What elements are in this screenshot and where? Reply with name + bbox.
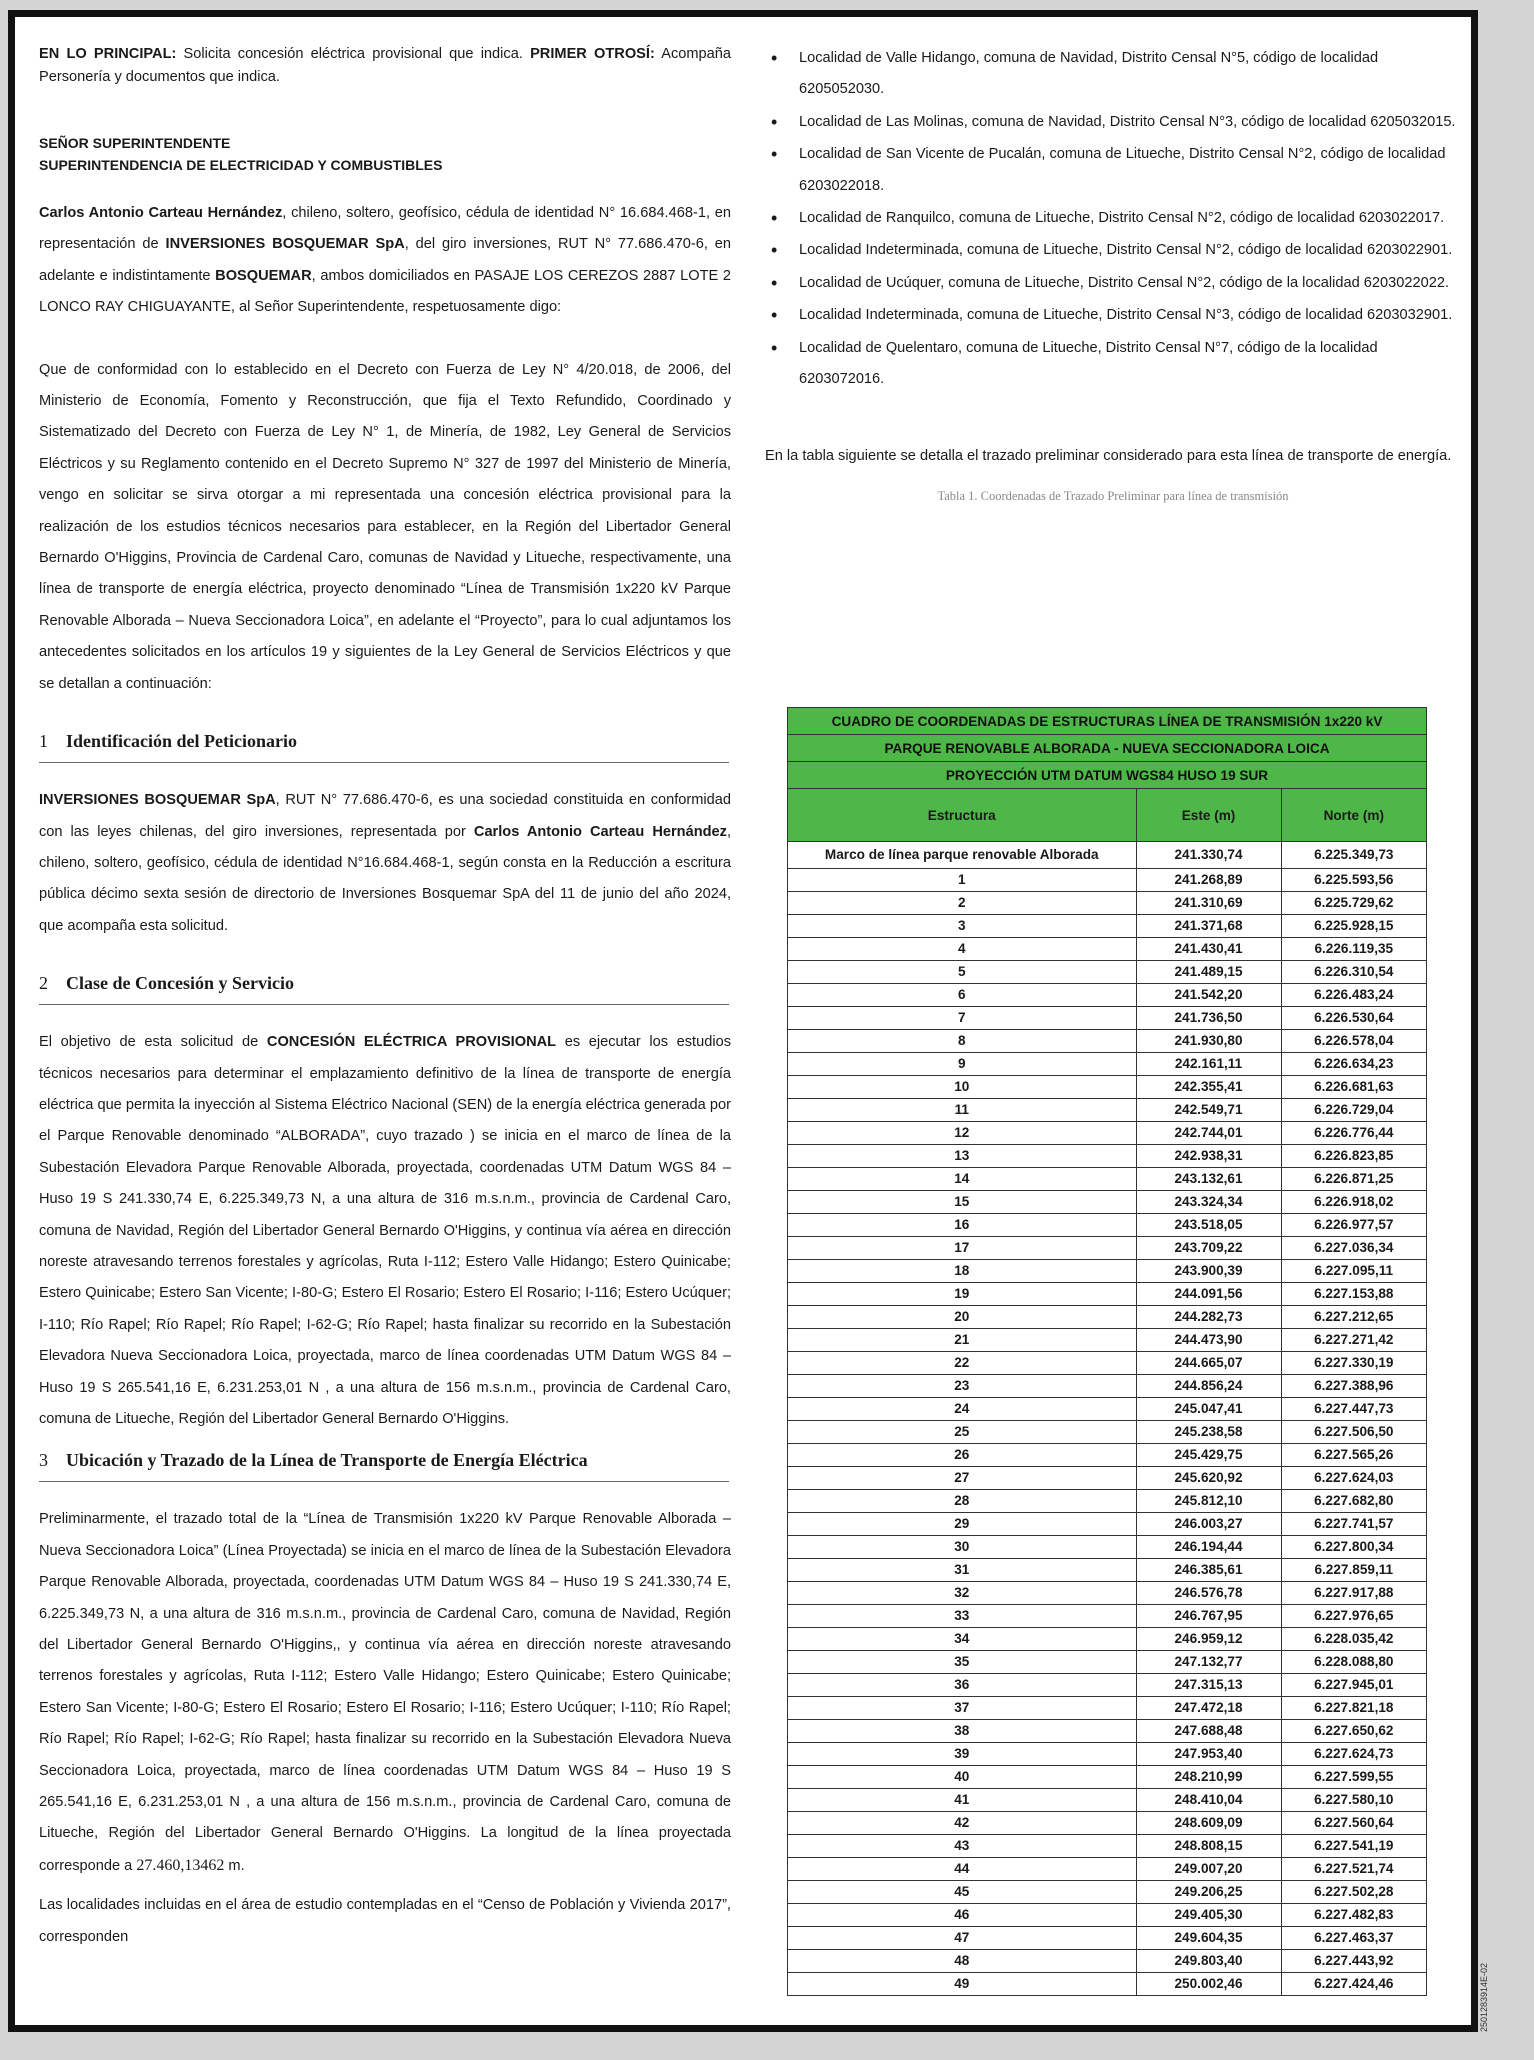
table-row <box>788 869 1427 892</box>
petitioner-name: Carlos Antonio Carteau Hernández <box>473 823 727 840</box>
cell-estructura: 41 <box>788 1789 1137 1812</box>
cell-este: 244.665,07 <box>1136 1352 1281 1375</box>
cell-norte: 6.228.035,42 <box>1281 1628 1426 1651</box>
addressee <box>39 132 731 176</box>
cell-estructura: 25 <box>788 1421 1137 1444</box>
intro-paragraph <box>39 198 731 324</box>
sec2-text1: El objetivo de esta solicitud de <box>39 1034 267 1051</box>
line-length-value: 27.460,13462 <box>136 1856 225 1874</box>
table-row <box>788 1122 1427 1145</box>
cell-este: 249.604,35 <box>1136 1927 1281 1950</box>
cell-estructura: 12 <box>788 1122 1137 1145</box>
localities-list <box>765 43 1461 395</box>
cell-estructura: 8 <box>788 1030 1137 1053</box>
cell-este: 245.429,75 <box>1136 1444 1281 1467</box>
cell-norte: 6.226.977,57 <box>1281 1214 1426 1237</box>
cell-norte: 6.227.976,65 <box>1281 1605 1426 1628</box>
section-number: 3 <box>39 1450 48 1471</box>
cell-norte: 6.226.119,35 <box>1281 938 1426 961</box>
table-row <box>788 1536 1427 1559</box>
cell-norte: 6.227.447,73 <box>1281 1398 1426 1421</box>
cell-estructura: 27 <box>788 1467 1137 1490</box>
table-row <box>788 842 1427 869</box>
cell-estructura: 23 <box>788 1375 1137 1398</box>
table-row <box>788 1881 1427 1904</box>
cell-este: 246.194,44 <box>1136 1536 1281 1559</box>
cell-norte: 6.225.593,56 <box>1281 869 1426 892</box>
cell-norte: 6.226.578,04 <box>1281 1030 1426 1053</box>
cell-norte: 6.227.502,28 <box>1281 1881 1426 1904</box>
table-row <box>788 1007 1427 1030</box>
table-row <box>788 1214 1427 1237</box>
table-row <box>788 1812 1427 1835</box>
right-column <box>765 43 1461 512</box>
section-title: Clase de Concesión y Servicio <box>66 973 294 994</box>
cell-norte: 6.227.388,96 <box>1281 1375 1426 1398</box>
table-row <box>788 1421 1427 1444</box>
cell-este: 245.620,92 <box>1136 1467 1281 1490</box>
cell-norte: 6.226.918,02 <box>1281 1191 1426 1214</box>
cell-estructura: 46 <box>788 1904 1137 1927</box>
table-row <box>788 984 1427 1007</box>
table-row <box>788 1444 1427 1467</box>
cell-norte: 6.227.560,64 <box>1281 1812 1426 1835</box>
cell-este: 249.803,40 <box>1136 1950 1281 1973</box>
cell-este: 241.430,41 <box>1136 938 1281 961</box>
cell-norte: 6.226.530,64 <box>1281 1007 1426 1030</box>
cell-norte: 6.226.310,54 <box>1281 961 1426 984</box>
table-row <box>788 1237 1427 1260</box>
cell-norte: 6.226.729,04 <box>1281 1099 1426 1122</box>
table-row <box>788 1950 1427 1973</box>
table-row <box>788 1352 1427 1375</box>
cell-norte: 6.227.821,18 <box>1281 1697 1426 1720</box>
section-1-paragraph <box>39 785 731 942</box>
table-row <box>788 1099 1427 1122</box>
table-row <box>788 1513 1427 1536</box>
cell-norte: 6.225.729,62 <box>1281 892 1426 915</box>
sec1-text2: , chileno, soltero, geofísico, cédula de identidad N°16.684.468-1, según consta en la Reducción a escritura pública décimo sexta sesión de directorio de Inversiones Bosquemar SpA del 11 de junio del año 2024, que acompaña esta solicitud. <box>39 823 731 934</box>
section-number: 2 <box>39 973 48 994</box>
cell-este: 243.900,39 <box>1136 1260 1281 1283</box>
cell-este: 241.330,74 <box>1136 842 1281 869</box>
cell-este: 246.385,61 <box>1136 1559 1281 1582</box>
section-title: Ubicación y Trazado de la Línea de Transporte de Energía Eléctrica <box>66 1450 588 1471</box>
table-row <box>788 1582 1427 1605</box>
cell-estructura: 11 <box>788 1099 1137 1122</box>
cell-estructura: 24 <box>788 1398 1137 1421</box>
table-row <box>788 1858 1427 1881</box>
locality-item: • Localidad Indeterminada, comuna de Litueche, Distrito Censal N°3, código de localidad 6203032901. <box>765 300 1461 331</box>
table-row <box>788 1697 1427 1720</box>
cell-norte: 6.227.521,74 <box>1281 1858 1426 1881</box>
table-row <box>788 1398 1427 1421</box>
cell-este: 242.744,01 <box>1136 1122 1281 1145</box>
cell-este: 241.268,89 <box>1136 869 1281 892</box>
cell-norte: 6.227.741,57 <box>1281 1513 1426 1536</box>
cell-norte: 6.227.463,37 <box>1281 1927 1426 1950</box>
cell-estructura: 48 <box>788 1950 1137 1973</box>
table-intro: En la tabla siguiente se detalla el trazado preliminar considerado para esta línea de transporte de energía. <box>765 448 1452 465</box>
table-row <box>788 1973 1427 1996</box>
cell-estructura: 14 <box>788 1168 1137 1191</box>
side-code: 2501283914E-02 <box>1479 1962 1489 2032</box>
table-title-1: CUADRO DE COORDENADAS DE ESTRUCTURAS LÍNEA DE TRANSMISIÓN 1x220 kV <box>788 708 1427 735</box>
table-row <box>788 1789 1427 1812</box>
cell-este: 245.238,58 <box>1136 1421 1281 1444</box>
section-3-paragraph <box>39 1504 731 1882</box>
cell-este: 244.473,90 <box>1136 1329 1281 1352</box>
sec2-text2: es ejecutar los estudios técnicos necesarios para determinar el emplazamiento definitivo de la línea de transporte de energía eléctrica que permita la inyección al Sistema Eléctrico Nacional (SEN) de la energía eléctrica generada por el Parque Renovable denominado “ALBORADA”, cuyo trazado ) se inicia en el marco de línea de la Subestación Elevadora Parque Renovable Alborada, proyectada, coordenadas UTM Datum WGS 84 – Huso 19 S 241.330,74 E, 6.225.349,73 N, a una altura de 316 m.s.n.m., provincia de Cardenal Caro, comuna de Navidad, Región del Libertador General Bernardo O'Higgins, y continua vía aérea en dirección noreste atravesando terrenos forestales y agrícolas, Ruta I-112; Estero Valle Hidango; Estero Quinicabe; Estero Quinicabe; Estero San Vicente; I-80-G; Estero El Rosario; Estero El Rosario; I-116; Estero Ucúquer; I-110; Río Rapel; Río Rapel; Río Rapel; I-62-G; Río Rapel; hasta finalizar su recorrido en la Subestación Elevadora Nueva Seccionadora Loica, proyectada, marco de línea coordenadas UTM Datum WGS 84 – Huso 19 S 265.541,16 E, 6.231.253,01 N , a una altura de 156 m.s.n.m., provincia de Cardenal Caro, comuna de Litueche, Región del Libertador General Bernardo O'Higgins. <box>39 1034 731 1427</box>
table-caption: Tabla 1. Coordenadas de Trazado Preliminar para línea de transmisión <box>937 488 1289 503</box>
cell-estructura: 17 <box>788 1237 1137 1260</box>
localities-intro: Las localidades incluidas en el área de estudio contempladas en el “Censo de Población y Vivienda 2017”, corresponden <box>39 1897 731 1945</box>
cell-estructura: 45 <box>788 1881 1137 1904</box>
cell-estructura: 42 <box>788 1812 1137 1835</box>
cell-este: 241.542,20 <box>1136 984 1281 1007</box>
cell-estructura: 7 <box>788 1007 1137 1030</box>
cell-estructura: 37 <box>788 1697 1137 1720</box>
cell-estructura: Marco de línea parque renovable Alborada <box>788 842 1137 869</box>
company-name: INVERSIONES BOSQUEMAR SpA <box>39 792 276 809</box>
cell-estructura: 44 <box>788 1858 1137 1881</box>
cell-este: 244.091,56 <box>1136 1283 1281 1306</box>
cell-norte: 6.227.945,01 <box>1281 1674 1426 1697</box>
cell-este: 243.518,05 <box>1136 1214 1281 1237</box>
cell-estructura: 47 <box>788 1927 1137 1950</box>
cell-norte: 6.227.800,34 <box>1281 1536 1426 1559</box>
principal-label: EN LO PRINCIPAL: <box>39 46 177 62</box>
cell-estructura: 29 <box>788 1513 1137 1536</box>
cell-norte: 6.226.483,24 <box>1281 984 1426 1007</box>
table-row <box>788 1260 1427 1283</box>
principal-text: Solicita concesión eléctrica provisional que indica. <box>176 46 531 62</box>
addressee-line2: SUPERINTENDENCIA DE ELECTRICIDAD Y COMBUSTIBLES <box>39 157 443 173</box>
cell-estructura: 26 <box>788 1444 1137 1467</box>
cell-estructura: 4 <box>788 938 1137 961</box>
cell-estructura: 32 <box>788 1582 1137 1605</box>
cell-norte: 6.228.088,80 <box>1281 1651 1426 1674</box>
table-row <box>788 1053 1427 1076</box>
cell-este: 247.953,40 <box>1136 1743 1281 1766</box>
cell-estructura: 6 <box>788 984 1137 1007</box>
cell-este: 241.371,68 <box>1136 915 1281 938</box>
cell-este: 246.767,95 <box>1136 1605 1281 1628</box>
sec1-text1: , RUT N° 77.686.470-6, es una sociedad constituida en conformidad con las leyes chilenas, del giro inversiones, representada por <box>39 792 731 840</box>
cell-norte: 6.226.634,23 <box>1281 1053 1426 1076</box>
cell-norte: 6.227.506,50 <box>1281 1421 1426 1444</box>
table-row <box>788 1145 1427 1168</box>
cell-norte: 6.226.776,44 <box>1281 1122 1426 1145</box>
cell-estructura: 22 <box>788 1352 1137 1375</box>
section-title: Identificación del Peticionario <box>66 731 297 752</box>
cell-este: 247.132,77 <box>1136 1651 1281 1674</box>
cell-estructura: 19 <box>788 1283 1137 1306</box>
company-short: BOSQUEMAR <box>215 267 312 284</box>
cell-norte: 6.227.650,62 <box>1281 1720 1426 1743</box>
table-row <box>788 1030 1427 1053</box>
length-text: La longitud de la línea proyectada corresponde a <box>39 1825 731 1874</box>
cell-norte: 6.227.682,80 <box>1281 1490 1426 1513</box>
intro-text2: , del giro inversiones, RUT N° 77.686.470-6, en adelante e indistintamente <box>39 236 732 284</box>
cell-este: 247.472,18 <box>1136 1697 1281 1720</box>
cell-estructura: 2 <box>788 892 1137 915</box>
cell-este: 241.930,80 <box>1136 1030 1281 1053</box>
otrosi-label: PRIMER OTROSÍ: <box>530 46 655 62</box>
cell-este: 243.324,34 <box>1136 1191 1281 1214</box>
intro-text1: , chileno, soltero, geofísico, cédula de identidad N° 16.684.468-1, en representación de <box>39 205 731 253</box>
sec3-para1: Preliminarmente, el trazado total de la “Línea de Transmisión 1x220 kV Parque Renovable Alborada – Nueva Seccionadora Loica” (Línea Proyectada) se inicia en el marco de línea de la Subestación Elevadora Parque Renovable Alborada, proyectada, coordenadas UTM Datum WGS 84 – Huso 19 S 241.330,74 E, 6.225.349,73 N, a una altura de 316 m.s.n.m., provincia de Cardenal Caro, comuna de Navidad, Región del Libertador General Bernardo O'Higgins,, y continua vía aérea en dirección noreste atravesando terrenos forestales y agrícolas, Ruta I-112; Estero Valle Hidango; Estero Quinicabe; Estero Quinicabe; Estero San Vicente; I-80-G; Estero El Rosario; Estero El Rosario; I-116; Estero Ucúquer; I-110; Río Rapel; Río Rapel; Río Rapel; I-62-G; Río Rapel; hasta finalizar su recorrido en la Subestación Elevadora Nueva Seccionadora Loica, proyectada, marco de línea coordenadas UTM Datum WGS 84 – Huso 19 S 265.541,16 E, 6.231.253,01 N , a una altura de 156 m.s.n.m., provincia de Cardenal Caro, comuna de Litueche, Región del Libertador General Bernardo O'Higgins. <box>39 1511 731 1842</box>
cell-estructura: 30 <box>788 1536 1137 1559</box>
table-row <box>788 1375 1427 1398</box>
col-header-estructura: Estructura <box>788 789 1137 842</box>
length-unit: m. <box>224 1857 245 1874</box>
table-row <box>788 1559 1427 1582</box>
cell-este: 248.808,15 <box>1136 1835 1281 1858</box>
cell-estructura: 35 <box>788 1651 1137 1674</box>
cell-norte: 6.227.271,42 <box>1281 1329 1426 1352</box>
cell-norte: 6.226.681,63 <box>1281 1076 1426 1099</box>
cell-norte: 6.227.330,19 <box>1281 1352 1426 1375</box>
heading-line <box>39 43 731 89</box>
table-row <box>788 1168 1427 1191</box>
cell-norte: 6.225.349,73 <box>1281 842 1426 869</box>
left-column <box>39 43 731 1953</box>
company-name: INVERSIONES BOSQUEMAR SpA <box>165 236 405 253</box>
cell-estructura: 20 <box>788 1306 1137 1329</box>
section-3-heading <box>39 1445 729 1482</box>
table-row <box>788 938 1427 961</box>
table-row <box>788 1766 1427 1789</box>
cell-norte: 6.226.871,25 <box>1281 1168 1426 1191</box>
cell-este: 241.489,15 <box>1136 961 1281 984</box>
cell-estructura: 33 <box>788 1605 1137 1628</box>
table-row <box>788 1306 1427 1329</box>
table-row <box>788 892 1427 915</box>
table-row <box>788 1329 1427 1352</box>
cell-este: 247.315,13 <box>1136 1674 1281 1697</box>
table-body <box>788 842 1427 1996</box>
otrosi-text: Acompaña Personería y documentos que indica. <box>39 46 731 85</box>
cell-este: 242.161,11 <box>1136 1053 1281 1076</box>
body-paragraph: Que de conformidad con lo establecido en el Decreto con Fuerza de Ley N° 4/20.018, de 2006, del Ministerio de Economía, Fomento y Reconstrucción, que fija el Texto Refundido, Coordinado y Sistematizado del Decreto con Fuerza de Ley N° 1, de Minería, de 1982, Ley General de Servicios Eléctricos y su Reglamento contenido en el Decreto Supremo N° 327 de 1997 del Ministerio de Minería, vengo en solicitar se sirva otorgar a mi representada una concesión eléctrica provisional para la realización de los estudios técnicos necesarios para establecer, en la Región del Libertador General Bernardo O'Higgins, Provincia de Cardenal Caro, comunas de Navidad y Litueche, respectivamente, una línea de transporte de energía eléctrica, proyecto denominado “Línea de Transmisión 1x220 kV Parque Renovable Alborada – Nueva Seccionadora Loica”, en adelante el “Proyecto”, para lo cual adjuntamos los antecedentes solicitados en los artículos 19 y siguientes de la Ley General de Servicios Eléctricos y que se detallan a continuación: <box>39 361 731 692</box>
cell-norte: 6.227.482,83 <box>1281 1904 1426 1927</box>
cell-estructura: 40 <box>788 1766 1137 1789</box>
intro-text3: , ambos domiciliados en PASAJE LOS CEREZOS 2887 LOTE 2 LONCO RAY CHIGUAYANTE, al Señor Superintendente, respetuosamente digo: <box>39 267 731 316</box>
cell-este: 245.047,41 <box>1136 1398 1281 1421</box>
table-row <box>788 1076 1427 1099</box>
cell-este: 249.206,25 <box>1136 1881 1281 1904</box>
cell-este: 248.410,04 <box>1136 1789 1281 1812</box>
addressee-line1: SEÑOR SUPERINTENDENTE <box>39 135 231 151</box>
table-row <box>788 961 1427 984</box>
table-row <box>788 1283 1427 1306</box>
cell-estructura: 21 <box>788 1329 1137 1352</box>
cell-norte: 6.225.928,15 <box>1281 915 1426 938</box>
cell-norte: 6.227.917,88 <box>1281 1582 1426 1605</box>
table-row <box>788 1490 1427 1513</box>
cell-norte: 6.227.599,55 <box>1281 1766 1426 1789</box>
cell-este: 243.709,22 <box>1136 1237 1281 1260</box>
table-row <box>788 1720 1427 1743</box>
cell-norte: 6.227.212,65 <box>1281 1306 1426 1329</box>
petitioner-name: Carlos Antonio Carteau Hernández <box>39 205 283 221</box>
cell-estructura: 1 <box>788 869 1137 892</box>
section-1-heading <box>39 726 729 763</box>
cell-norte: 6.227.095,11 <box>1281 1260 1426 1283</box>
cell-este: 241.310,69 <box>1136 892 1281 915</box>
cell-norte: 6.227.565,26 <box>1281 1444 1426 1467</box>
table-row <box>788 1835 1427 1858</box>
cell-estructura: 10 <box>788 1076 1137 1099</box>
cell-este: 246.576,78 <box>1136 1582 1281 1605</box>
cell-estructura: 34 <box>788 1628 1137 1651</box>
cell-este: 248.210,99 <box>1136 1766 1281 1789</box>
cell-norte: 6.227.424,46 <box>1281 1973 1426 1996</box>
table-row <box>788 1927 1427 1950</box>
cell-estructura: 31 <box>788 1559 1137 1582</box>
cell-estructura: 5 <box>788 961 1137 984</box>
cell-este: 250.002,46 <box>1136 1973 1281 1996</box>
table-row <box>788 1467 1427 1490</box>
cell-este: 244.856,24 <box>1136 1375 1281 1398</box>
cell-este: 248.609,09 <box>1136 1812 1281 1835</box>
table-row <box>788 1651 1427 1674</box>
locality-item: • Localidad de San Vicente de Pucalán, comuna de Litueche, Distrito Censal N°2, código de localidad 6203022018. <box>765 139 1461 202</box>
cell-norte: 6.227.859,11 <box>1281 1559 1426 1582</box>
cell-este: 241.736,50 <box>1136 1007 1281 1030</box>
cell-este: 242.549,71 <box>1136 1099 1281 1122</box>
document-page <box>8 10 1489 2032</box>
cell-estructura: 16 <box>788 1214 1137 1237</box>
cell-estructura: 43 <box>788 1835 1137 1858</box>
locality-item: • Localidad de Quelentaro, comuna de Litueche, Distrito Censal N°7, código de la localidad 6203072016. <box>765 333 1461 396</box>
cell-estructura: 36 <box>788 1674 1137 1697</box>
cell-estructura: 38 <box>788 1720 1137 1743</box>
cell-norte: 6.227.624,73 <box>1281 1743 1426 1766</box>
table-title-3: PROYECCIÓN UTM DATUM WGS84 HUSO 19 SUR <box>788 762 1427 789</box>
table-row <box>788 915 1427 938</box>
col-header-norte: Norte (m) <box>1281 789 1426 842</box>
col-header-este: Este (m) <box>1136 789 1281 842</box>
concession-type: CONCESIÓN ELÉCTRICA PROVISIONAL <box>266 1034 557 1051</box>
cell-este: 242.355,41 <box>1136 1076 1281 1099</box>
table-title-2: PARQUE RENOVABLE ALBORADA - NUEVA SECCIONADORA LOICA <box>788 735 1427 762</box>
cell-estructura: 49 <box>788 1973 1137 1996</box>
cell-norte: 6.226.823,85 <box>1281 1145 1426 1168</box>
cell-este: 247.688,48 <box>1136 1720 1281 1743</box>
cell-estructura: 13 <box>788 1145 1137 1168</box>
table-row <box>788 1605 1427 1628</box>
cell-este: 246.959,12 <box>1136 1628 1281 1651</box>
table-row <box>788 1674 1427 1697</box>
cell-norte: 6.227.153,88 <box>1281 1283 1426 1306</box>
table-row <box>788 1628 1427 1651</box>
table-row <box>788 1191 1427 1214</box>
section-number: 1 <box>39 731 48 752</box>
coordinates-table <box>787 707 1427 1996</box>
locality-item: • Localidad de Valle Hidango, comuna de Navidad, Distrito Censal N°5, código de localidad 6205052030. <box>765 43 1461 106</box>
locality-item: • Localidad Indeterminada, comuna de Litueche, Distrito Censal N°2, código de localidad 6203022901. <box>765 235 1461 266</box>
cell-estructura: 3 <box>788 915 1137 938</box>
cell-este: 242.938,31 <box>1136 1145 1281 1168</box>
locality-item: • Localidad de Las Molinas, comuna de Navidad, Distrito Censal N°3, código de localidad 6205032015. <box>765 107 1461 138</box>
cell-norte: 6.227.036,34 <box>1281 1237 1426 1260</box>
cell-norte: 6.227.624,03 <box>1281 1467 1426 1490</box>
cell-estructura: 39 <box>788 1743 1137 1766</box>
cell-este: 249.007,20 <box>1136 1858 1281 1881</box>
cell-este: 244.282,73 <box>1136 1306 1281 1329</box>
cell-norte: 6.227.541,19 <box>1281 1835 1426 1858</box>
cell-norte: 6.227.443,92 <box>1281 1950 1426 1973</box>
section-2-heading <box>39 968 729 1005</box>
locality-item: • Localidad de Ranquilco, comuna de Litueche, Distrito Censal N°2, código de localidad 6203022017. <box>765 203 1461 234</box>
cell-estructura: 28 <box>788 1490 1137 1513</box>
table-row <box>788 1904 1427 1927</box>
cell-estructura: 18 <box>788 1260 1137 1283</box>
locality-item: • Localidad de Ucúquer, comuna de Litueche, Distrito Censal N°2, código de la localidad 6203022022. <box>765 268 1461 299</box>
cell-estructura: 9 <box>788 1053 1137 1076</box>
cell-este: 246.003,27 <box>1136 1513 1281 1536</box>
table-row <box>788 1743 1427 1766</box>
cell-este: 243.132,61 <box>1136 1168 1281 1191</box>
section-2-paragraph <box>39 1027 731 1435</box>
cell-este: 245.812,10 <box>1136 1490 1281 1513</box>
cell-estructura: 15 <box>788 1191 1137 1214</box>
cell-norte: 6.227.580,10 <box>1281 1789 1426 1812</box>
cell-este: 249.405,30 <box>1136 1904 1281 1927</box>
